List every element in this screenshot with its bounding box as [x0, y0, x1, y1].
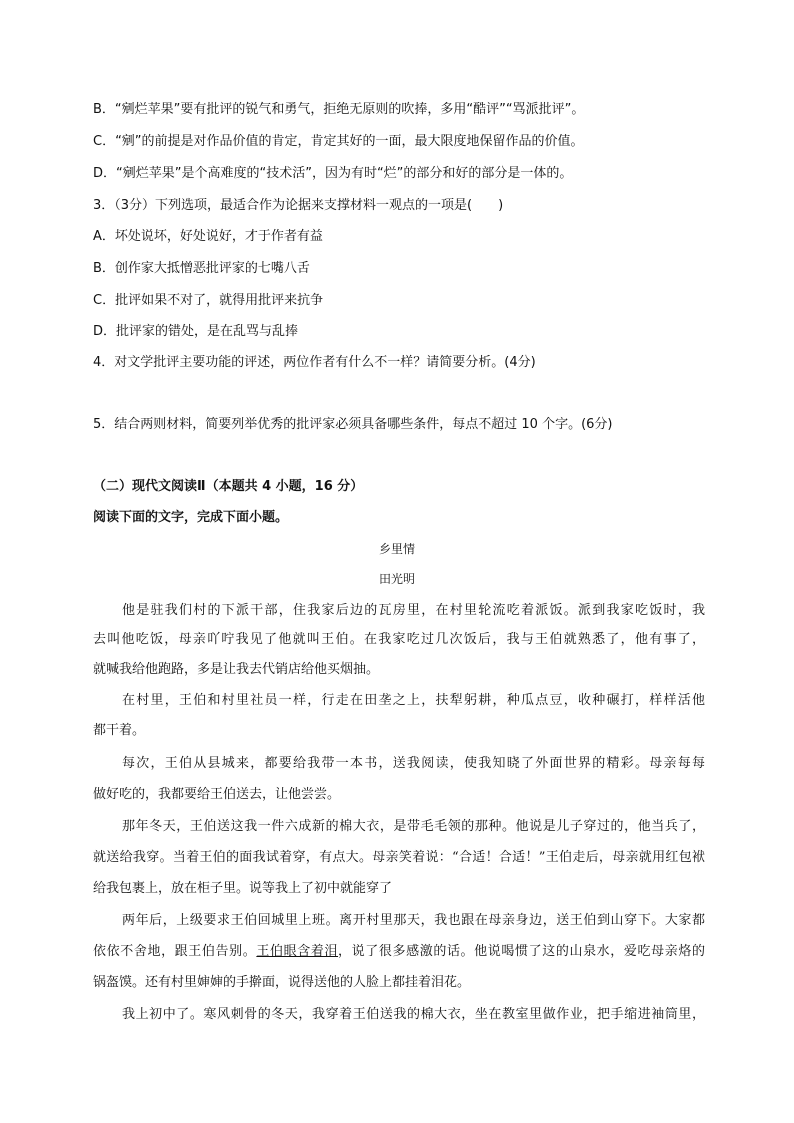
paragraph-5-line-3: 锅盔馍。还有村里婶婶的手擀面，说得送他的人脸上都挂着泪花。: [93, 975, 471, 990]
paragraph-5-line-2-end: ，说了很多感激的话。他说喝惯了这的山泉水，爱吃母亲烙的: [338, 944, 705, 959]
paragraph-1-line-3: 就喊我给他跑路，多是让我去代销店给他买烟抽。: [93, 662, 380, 677]
option-q2-c: C．“剜”的前提是对作品价值的肯定，肯定其好的一面，最大限度地保留作品的价值。: [93, 134, 584, 149]
paragraph-2-line-1: 在村里，王伯和村里社员一样，行走在田垄之上，扶犁躬耕，种瓜点豆，收种碾打，样样活他: [122, 693, 705, 708]
paragraph-3-line-1: 每次，王伯从县城来，都要给我带一本书，送我阅读，使我知晓了外面世界的精彩。母亲每每: [122, 756, 705, 771]
paragraph-5-line-1: 两年后，上级要求王伯回城里上班。离开村里那天，我也跟在母亲身边，送王伯到山穿下。大家都: [122, 913, 705, 928]
option-q2-b: B．“剜烂苹果”要有批评的锐气和勇气，拒绝无原则的吹捧，多用“酷评”“骂派批评”。: [93, 102, 585, 117]
paragraph-4-line-2: 就送给我穿。当着王伯的面我试着穿，有点大。母亲笑着说：“合适！合适！”王伯走后，母亲就用红包袱: [93, 850, 705, 865]
paragraph-4-line-3: 给我包裹上，放在柜子里。说等我上了初中就能穿了: [93, 881, 393, 896]
option-q2-d: D．“剜烂苹果”是个高难度的“技术活”，因为有时“烂”的部分和好的部分是一体的。: [93, 166, 573, 181]
paragraph-6-line-1: 我上初中了。寒风刺骨的冬天，我穿着王伯送我的棉大衣，坐在教室里做作业，把手缩进袖筒里，: [122, 1007, 705, 1022]
question-5: 5．结合两则材料，简要列举优秀的批评家必须具备哪些条件，每点不超过 10 个字。(6分): [93, 417, 613, 432]
paragraph-2-line-2: 都干着。: [93, 723, 146, 738]
paragraph-4-line-1: 那年冬天，王伯送这我一件六成新的棉大衣，是带毛毛领的那种。他说是儿子穿过的，他当兵了，: [122, 819, 705, 834]
option-q3-b: B．创作家大抵憎恶批评家的七嘴八舌: [93, 261, 310, 276]
paragraph-1-line-1: 他是驻我们村的下派干部，住我家后边的瓦房里，在村里轮流吃着派饭。派到我家吃饭时，我: [122, 603, 705, 618]
article-title: 乡里情: [378, 542, 415, 556]
option-q3-a: A．坏处说坏，好处说好，才于作者有益: [93, 229, 323, 244]
paragraph-1-line-2: 去叫他吃饭，母亲吖咛我见了他就叫王伯。在我家吃过几次饭后，我与王伯就熟悉了，他有事了，: [93, 632, 705, 647]
section-2-heading: （二）现代文阅读Ⅱ（本题共 4 小题，16 分）: [93, 479, 364, 494]
section-2-instruction: 阅读下面的文字，完成下面小题。: [93, 510, 289, 525]
paragraph-5-line-2-start: 依依不舍地，跟王伯告别。: [93, 944, 257, 959]
option-q3-c: C．批评如果不对了，就得用批评来抗争: [93, 293, 324, 308]
paragraph-3-line-2: 做好吃的，我都要给王伯送去，让他尝尝。: [93, 787, 341, 802]
article-author: 田光明: [378, 572, 415, 586]
underlined-phrase: 王伯眼含着泪: [256, 944, 339, 959]
question-3-stem: 3．（3分）下列选项，最适合作为论据来支撑材料一观点的一项是( ): [93, 198, 504, 213]
option-q3-d: D．批评家的错处，是在乱骂与乱捧: [93, 324, 299, 339]
question-4: 4．对文学批评主要功能的评述，两位作者有什么不一样？请简要分析。(4分): [93, 355, 536, 370]
paragraph-5-line-2: [93, 943, 705, 961]
